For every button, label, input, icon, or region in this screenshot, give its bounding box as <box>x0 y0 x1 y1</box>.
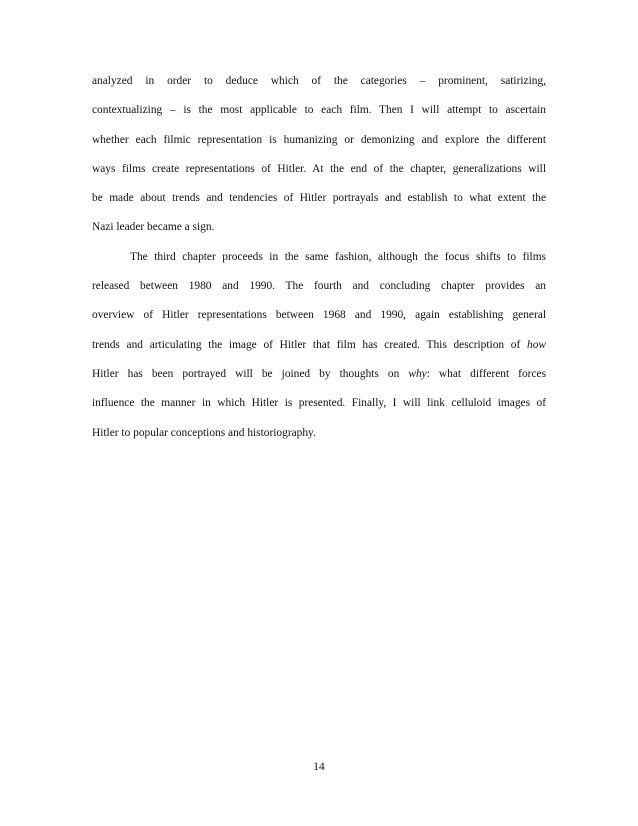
text-run: The third chapter proceeds in the same fashion, although the focus shifts to films <box>130 250 546 263</box>
text-line <box>92 126 546 155</box>
text-line <box>92 155 546 184</box>
text-run: trends and articulating the image of Hitler that film has created. This description of <box>92 338 527 351</box>
text-run: Nazi leader became a sign. <box>92 221 215 234</box>
text-run: influence the manner in which Hitler is presented. Finally, I will link celluloid images of <box>92 397 546 410</box>
text-run: : what different forces <box>426 367 547 380</box>
text-line <box>92 389 546 418</box>
text-line <box>92 96 546 125</box>
text-run: Hitler to popular conceptions and historiography. <box>92 426 316 439</box>
text-run: Hitler has been portrayed will be joined by thoughts on <box>92 367 409 380</box>
text-run: released between 1980 and 1990. The fourth and concluding chapter provides an <box>92 280 546 293</box>
text-line <box>92 301 546 330</box>
italic-text: why <box>408 367 427 380</box>
text-line <box>92 360 546 389</box>
text-line <box>92 272 546 301</box>
page-number: 14 <box>313 761 325 773</box>
text-run: be made about trends and tendencies of Hitler portrayals and establish to what extent the <box>92 192 546 205</box>
text-run: whether each filmic representation is humanizing or demonizing and explore the different <box>92 133 546 146</box>
text-line <box>92 243 546 272</box>
text-run: overview of Hitler representations between 1968 and 1990, again establishing general <box>92 309 546 322</box>
text-run: contextualizing – is the most applicable to each film. Then I will attempt to ascertain <box>92 104 546 117</box>
text-run: ways films create representations of Hitler. At the end of the chapter, generalizations will <box>92 162 546 175</box>
text-line <box>92 184 546 213</box>
text-line <box>92 331 546 360</box>
text-line <box>92 419 546 448</box>
italic-text: how <box>527 338 546 351</box>
text-line <box>92 67 546 96</box>
text-line <box>92 213 546 242</box>
body-text <box>92 67 546 448</box>
text-run: analyzed in order to deduce which of the categories – prominent, satirizing, <box>92 75 546 87</box>
